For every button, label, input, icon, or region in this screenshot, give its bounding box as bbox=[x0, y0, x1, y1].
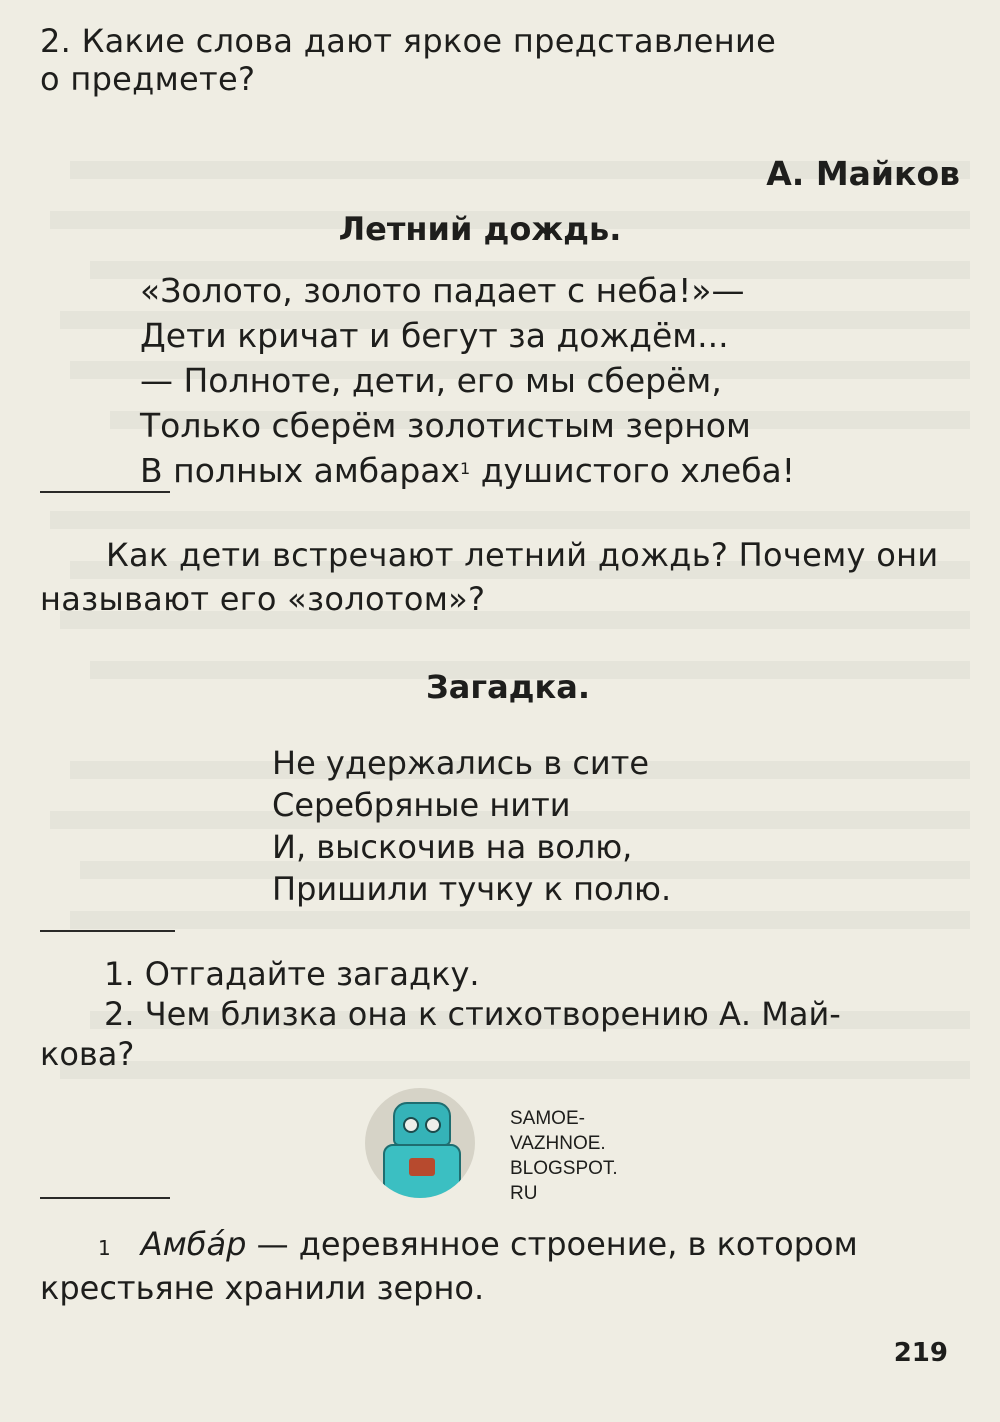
riddle-tasks bbox=[40, 954, 960, 1074]
riddle-verse bbox=[272, 742, 671, 910]
footnote-reference: 1 bbox=[460, 459, 471, 478]
watermark-line: BLOGSPOT. bbox=[510, 1158, 618, 1179]
riddle-line: Пришили тучку к полю. bbox=[272, 870, 672, 908]
riddle-line: Серебряные нити bbox=[272, 786, 571, 824]
riddle-title: Загадка. bbox=[426, 668, 590, 706]
poem-title: Летний дождь. bbox=[338, 210, 622, 248]
footnote-definition: — деревянное строение, в котором крестьяне хранили зерно. bbox=[40, 1225, 858, 1307]
poem-line: Дети кричат и бегут за дождём... bbox=[140, 316, 729, 355]
robot-icon bbox=[365, 1088, 475, 1198]
poem-line-last-end: душистого хлеба! bbox=[470, 451, 795, 490]
watermark-line: SAMOE-VAZHNOE. bbox=[510, 1108, 606, 1154]
question-vivid-words-line2: о предмете? bbox=[40, 60, 256, 98]
poem-line: — Полноте, дети, его мы сберём, bbox=[140, 361, 722, 400]
question-vivid-words-line1: 2. Какие слова дают яркое представление bbox=[40, 22, 777, 60]
riddle-line: И, выскочив на волю, bbox=[272, 828, 633, 866]
poem-line: Только сберём золотистым зерном bbox=[140, 406, 751, 445]
footnote-term: Амба́р bbox=[140, 1225, 247, 1263]
watermark-text bbox=[510, 1106, 665, 1206]
poem-line: «Золото, золото падает с неба!»— bbox=[140, 271, 745, 310]
footnote-divider bbox=[40, 1197, 170, 1199]
divider bbox=[40, 930, 175, 932]
question-summer-rain: Как дети встречают летний дождь? Почему они называют его «золотом»? bbox=[40, 536, 939, 618]
question-vivid-words bbox=[40, 22, 960, 98]
page-number: 219 bbox=[893, 1338, 948, 1368]
poem-line-last-start: В полных амбарах bbox=[140, 451, 461, 490]
watermark-line: RU bbox=[510, 1183, 538, 1204]
footnote-number: 1 bbox=[98, 1236, 111, 1260]
blog-watermark bbox=[365, 1088, 665, 1204]
task-item: 1. Отгадайте загадку. bbox=[104, 955, 480, 993]
poem-line-last bbox=[140, 448, 795, 493]
footnote bbox=[40, 1222, 960, 1310]
task-item: 2. Чем близка она к стихотворению А. Май- bbox=[104, 995, 841, 1033]
poem-stanza bbox=[140, 268, 795, 493]
riddle-line: Не удержались в сите bbox=[272, 744, 650, 782]
task-item-continuation: кова? bbox=[40, 1035, 135, 1073]
divider bbox=[40, 491, 170, 493]
poem-author: А. Майков bbox=[766, 154, 960, 193]
